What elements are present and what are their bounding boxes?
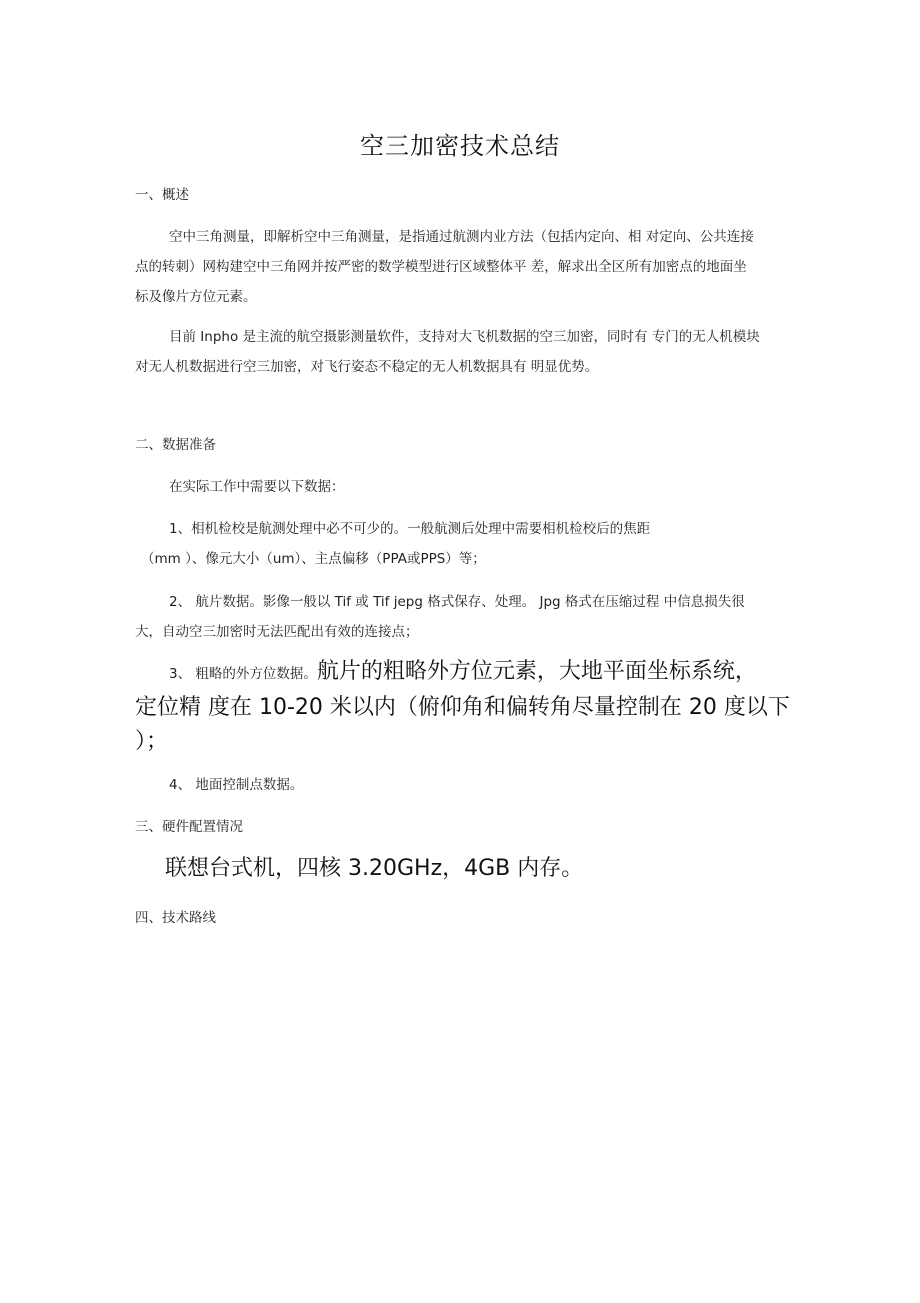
overview-paragraph-1: 空中三角测量，即解析空中三角测量，是指通过航测内业方法（包括内定向、相 对定向、公共连接点的转刺）网构建空中三角网并按严密的数学模型进行区域整体平 差，解求出全区所有加密点的地面坐标及像片方位元素。 [135,229,754,305]
data-item-3 [135,655,790,759]
data-item-4: 4、 地面控制点数据。 [169,777,304,793]
data-item-1-line-2: （mm ）、像元大小（um）、主点偏移（PPA或PPS）等； [141,551,486,567]
section-heading-overview: 一、概述 [135,187,189,203]
data-item-3-prefix: 3、 粗略的外方位数据。 [169,666,317,682]
data-prep-intro: 在实际工作中需要以下数据： [169,479,345,495]
section-heading-hardware: 三、硬件配置情况 [135,819,243,835]
data-item-2: 2、 航片数据。影像一般以 Tif 或 Tif jepg 格式保存、处理。 Jpg 格式在压缩过程 中信息损失很大，自动空三加密时无法匹配出有效的连接点； [135,594,745,640]
hardware-description: 联想台式机，四核 3.20GHz，4GB 内存。 [165,856,584,881]
document-title: 空三加密技术总结 [360,132,560,160]
section-heading-data-prep: 二、数据准备 [135,437,216,453]
data-item-3-line-2: 定位精 度在 10-20 米以内（俯仰角和偏转角尽量控制在 20 度以下 [135,695,790,720]
data-item-3-line-3: ）； [135,729,169,754]
section-heading-route: 四、技术路线 [135,910,216,926]
overview-paragraph-2: 目前 Inpho 是主流的航空摄影测量软件，支持对大飞机数据的空三加密，同时有 专门的无人机模块对无人机数据进行空三加密，对飞行姿态不稳定的无人机数据具有 明显优势。 [135,329,760,375]
data-item-1-line-1: 1、相机检校是航测处理中必不可少的。一般航测后处理中需要相机检校后的焦距 [169,521,651,537]
data-item-3-line-1: 航片的粗略外方位元素，大地平面坐标系统， [316,659,757,684]
